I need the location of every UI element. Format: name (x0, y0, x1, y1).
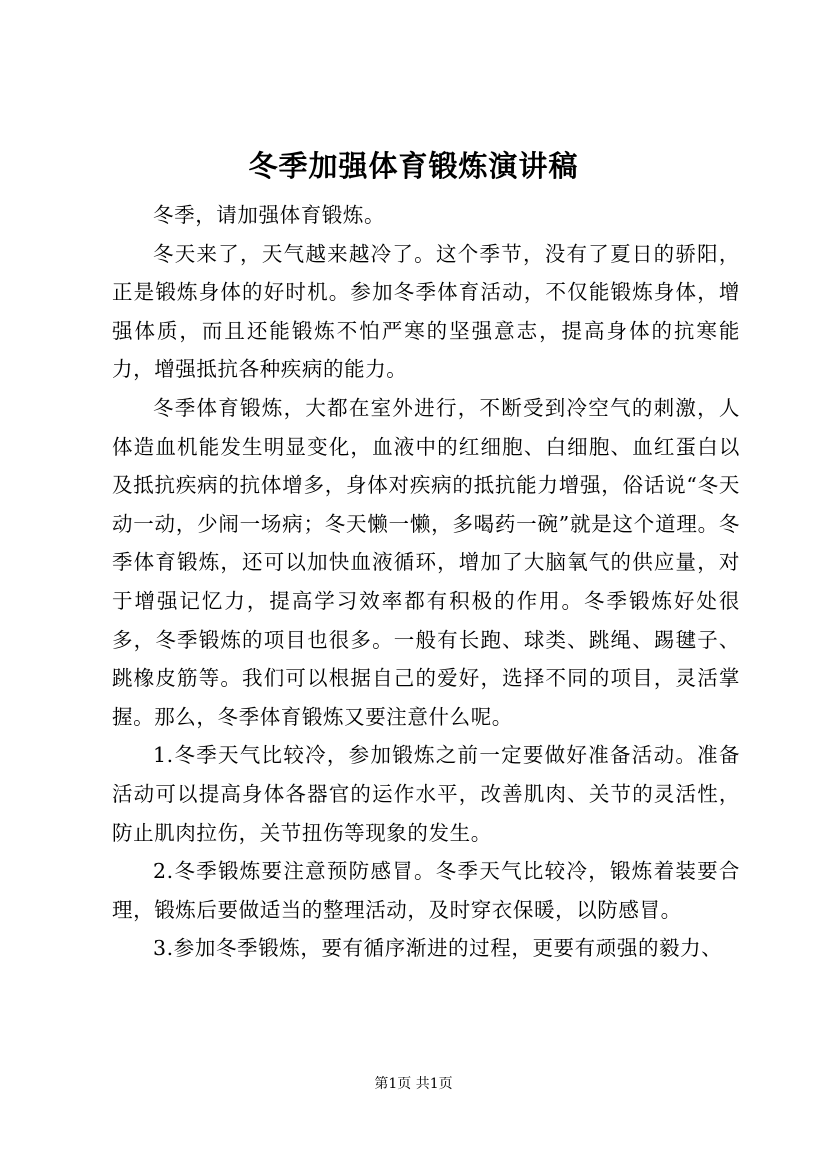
page-footer: 第1页 共1页 (374, 1076, 453, 1092)
paragraph-6: 3.参加冬季锻炼，要有循序渐进的过程，更要有顽强的毅力、 (153, 936, 723, 961)
paragraph-4: 1.冬季天气比较冷，参加锻炼之前一定要做好准备活动。准备活动可以提高身体各器官的运作水平，改善肌肉、关节的灵活性，防止肌肉拉伤，关节扭伤等现象的发生。 (112, 743, 740, 845)
document-title: 冬季加强体育锻炼演讲稿 (248, 149, 579, 183)
paragraph-2: 冬天来了，天气越来越冷了。这个季节，没有了夏日的骄阳，正是锻炼身体的好时机。参加冬季体育活动，不仅能锻炼身体，增强体质，而且还能锻炼不怕严寒的坚强意志，提高身体的抗寒能力，增强抵抗各种疾病的能力。 (112, 241, 740, 382)
document-body (112, 196, 740, 968)
paragraph-5: 2.冬季锻炼要注意预防感冒。冬季天气比较冷，锻炼着装要合理，锻炼后要做适当的整理活动，及时穿衣保暖，以防感冒。 (112, 859, 740, 922)
paragraph-3: 冬季体育锻炼，大都在室外进行，不断受到冷空气的刺激，人体造血机能发生明显变化，血液中的红细胞、白细胞、血红蛋白以及抵抗疾病的抗体增多，身体对疾病的抵抗能力增强，俗话说“冬天动一动，少闹一场病；冬天懒一懒，多喝药一碗”就是这个道理。冬季体育锻炼，还可以加快血液循环，增加了大脑氧气的供应量，对于增强记忆力，提高学习效率都有积极的作用。冬季锻炼好处很多，冬季锻炼的项目也很多。一般有长跑、球类、跳绳、踢毽子、跳橡皮筋等。我们可以根据自己的爱好，选择不同的项目，灵活掌握。那么，冬季体育锻炼又要注意什么呢。 (112, 395, 740, 729)
paragraph-1: 冬季，请加强体育锻炼。 (153, 203, 386, 227)
